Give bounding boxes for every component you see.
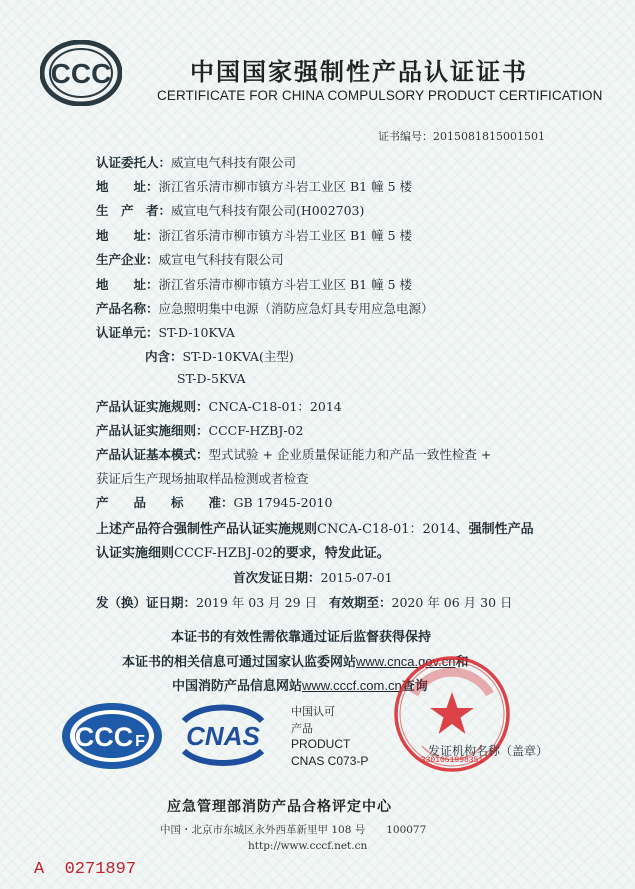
first-issue-row [233,568,393,586]
statement-line2-a: 认证实施细则 [96,546,175,561]
statement-line2-c: 的要求，特发此证。 [272,546,390,561]
certificate-number-label: 证书编号： [378,130,433,143]
seal-number: 3301051998351 [420,756,484,765]
validity-notice: 本证书的有效性需依靠通过证后监督获得保持 [171,630,432,645]
contains-value-main: ST-D-10KVA(主型) [182,349,294,364]
rules-value: CNCA-C18-01：2014 [208,399,342,414]
statement-line1-b: CNCA-C18-01：2014、 [317,522,469,537]
mode-value-line2: 获证后生产现场抽取样品检测或者检查 [96,471,309,486]
valid-until-value: 2020 年 06 月 30 日 [391,595,513,610]
contains-label: 内含： [145,349,183,364]
certificate-number [378,128,545,144]
factory-value: 威宣电气科技有限公司 [158,252,284,267]
ccc-logo-icon [40,40,122,106]
detail-rules-label: 产品认证实施细则： [96,423,209,438]
reissue-row [96,593,513,611]
factory-address-label: 地 址： [96,277,159,292]
cccf-notice-text: 中国消防产品信息网站 [172,679,303,694]
cnca-notice-text: 本证书的相关信息可通过国家认监委网站 [122,655,357,670]
cccf-notice-suffix: 查询 [401,679,428,694]
manufacturer-label: 生 产 者： [96,203,172,218]
issuing-authority-signature-label: 发证机构名称（盖章） [428,744,549,758]
statement-line1 [96,518,534,537]
detail-rules-row [96,421,303,439]
applicant-label: 认证委托人： [96,155,172,170]
certificate-number-value: 2015081815001501 [433,130,545,143]
first-issue-value: 2015-07-01 [320,570,393,585]
issuer-address: 中国・北京市东城区永外西革新里甲 108 号 100077 [160,824,427,836]
applicant-address-row [96,177,412,195]
certificate-title: 中国国家强制性产品认证证书 [190,58,528,86]
product-name-row [96,299,434,317]
applicant-value: 威宣电气科技有限公司 [171,155,297,170]
serial-value: 0271897 [64,860,137,879]
product-name-value: 应急照明集中电源（消防应急灯具专用应急电源） [158,301,434,316]
factory-row [96,250,284,268]
manufacturer-address-value: 浙江省乐清市柳市镇方斗岩工业区 B1 幢 5 楼 [158,228,413,243]
cccf-logo-text: CCC [74,722,134,752]
reissue-label: 发（换）证日期： [96,595,197,610]
statement-line1-c: 强制性产品 [468,522,534,537]
rules-row [96,397,342,415]
applicant-row [96,153,296,171]
serial-number [34,860,136,879]
mode-label: 产品认证基本模式： [96,447,209,462]
detail-rules-value: CCCF-HZBJ-02 [208,423,304,438]
cert-unit-label: 认证单元： [96,325,159,340]
manufacturer-address-row [96,226,412,244]
cnas-logo-text: CNAS [186,721,260,751]
factory-address-value: 浙江省乐清市柳市镇方斗岩工业区 B1 幢 5 楼 [158,277,413,292]
accreditation-line2: 产品 [291,723,313,735]
cert-unit-row [96,323,235,341]
statement-line1-a: 上述产品符合强制性产品认证实施规则 [96,522,318,537]
standard-label: 产 品 标 准： [96,495,234,510]
factory-address-row [96,275,412,293]
issuer-website[interactable]: http://www.cccf.net.cn [248,840,368,852]
cccf-website-link[interactable]: www.cccf.com.cn [302,678,402,693]
accreditation-line1: 中国认可 [291,706,335,718]
first-issue-label: 首次发证日期： [233,570,321,585]
mode-value-line1: 型式试验 + 企业质量保证能力和产品一致性检查 + [208,447,492,462]
factory-label: 生产企业： [96,252,159,267]
ccc-logo-text: CCC [50,58,112,89]
issuing-organization: 应急管理部消防产品合格评定中心 [167,799,392,815]
cccf-logo-icon [60,701,164,771]
cnca-notice-suffix: 和 [455,655,469,670]
standard-value: GB 17945-2010 [233,495,333,510]
valid-until-label: 有效期至： [329,595,392,610]
cnca-website-link[interactable]: www.cnca.gov.cn [356,654,456,669]
reissue-value: 2019 年 03 月 29 日 [196,595,318,610]
accreditation-line3: PRODUCT [291,737,351,751]
certificate-title-english: CERTIFICATE FOR CHINA COMPULSORY PRODUCT CERTIFICATION [157,88,603,103]
cnas-logo-icon [170,701,276,767]
cccf-logo-f: F [135,733,145,750]
manufacturer-row [96,201,364,219]
standard-row [96,493,332,511]
cert-unit-value: ST-D-10KVA [158,325,235,340]
product-name-label: 产品名称： [96,301,159,316]
applicant-address-label: 地 址： [96,179,159,194]
rules-label: 产品认证实施规则： [96,399,209,414]
contains-row [145,347,294,365]
statement-line2 [96,542,390,561]
manufacturer-address-label: 地 址： [96,228,159,243]
manufacturer-value: 威宣电气科技有限公司(H002703) [171,203,365,218]
mode-row [96,445,491,463]
applicant-address-value: 浙江省乐清市柳市镇方斗岩工业区 B1 幢 5 楼 [158,179,413,194]
accreditation-line4: CNAS C073-P [291,754,369,768]
statement-line2-b: CCCF-HZBJ-02 [174,546,273,561]
cccf-notice [172,675,428,694]
contains-value-secondary: ST-D-5KVA [177,371,246,386]
serial-prefix: A [34,860,45,879]
